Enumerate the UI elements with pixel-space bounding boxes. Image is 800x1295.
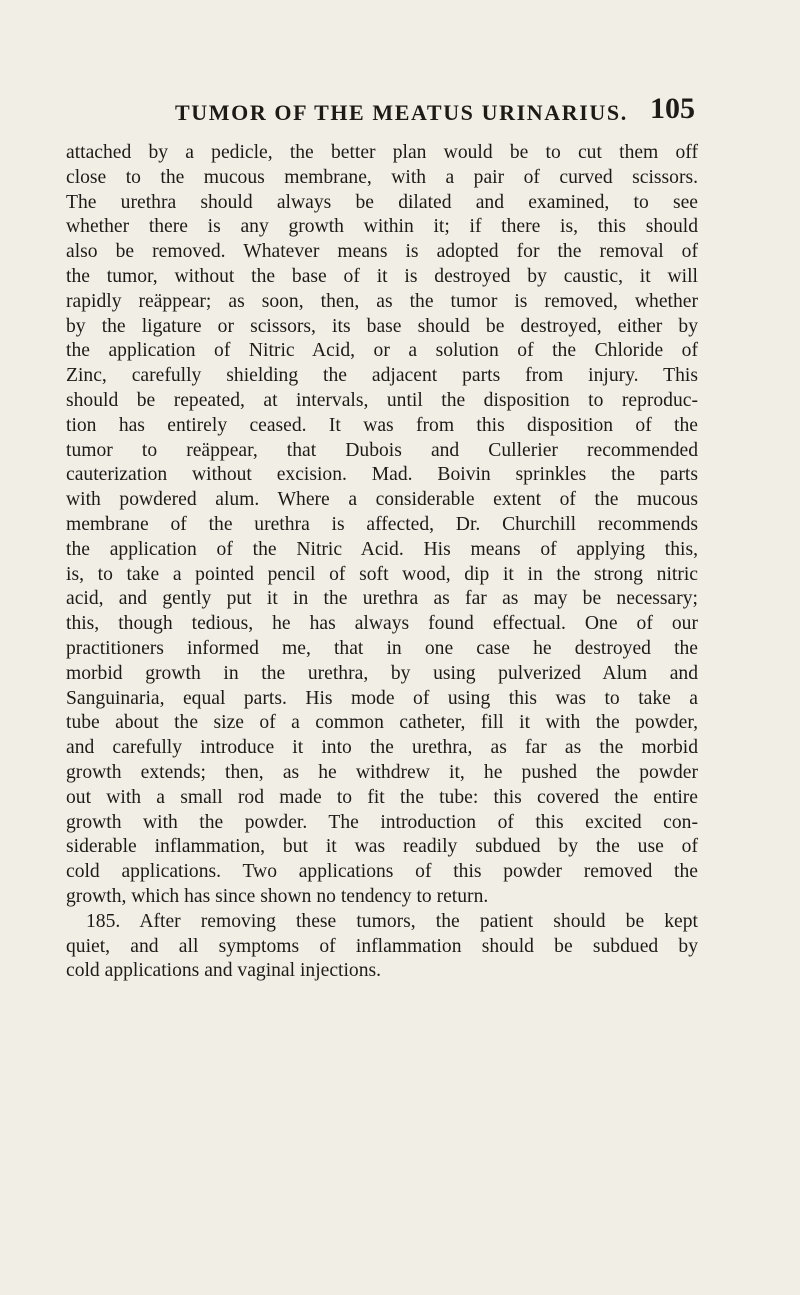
section-185-line: 185. After removing these tumors, the patient should be kept [86,910,698,932]
running-head [120,92,695,132]
text-line: also be removed. Whatever means is adopted for the removal of [66,241,698,263]
text-line: tube about the size of a common catheter, fill it with the powder, [66,712,698,734]
text-line: morbid growth in the urethra, by using pulverized Alum and [66,662,698,684]
text-line: whether there is any growth within it; if there is, this should [66,216,698,238]
text-line: is, to take a pointed pencil of soft wood, dip it in the strong nitric [66,563,698,585]
text-line: the application of the Nitric Acid. His means of applying this, [66,538,698,560]
text-line: cauterization without excision. Mad. Boivin sprinkles the parts [66,464,698,486]
text-line: the application of Nitric Acid, or a solution of the Chloride of [66,340,698,362]
text-line: by the ligature or scissors, its base should be destroyed, either by [66,315,698,337]
text-line: attached by a pedicle, the better plan would be to cut them off [66,142,698,163]
text-line: growth extends; then, as he withdrew it, he pushed the powder [66,761,698,783]
text-line: should be repeated, at intervals, until the disposition to reproduc- [66,389,698,411]
text-line: this, though tedious, he has always found effectual. One of our [66,613,698,635]
text-line: growth, which has since shown no tendency to return. [66,885,489,907]
text-line: quiet, and all symptoms of inflammation should be subdued by [66,935,698,957]
text-line: rapidly reäppear; as soon, then, as the tumor is removed, whether [66,290,698,312]
text-line: close to the mucous membrane, with a pair of curved scissors. [66,166,698,188]
text-line: the tumor, without the base of it is destroyed by caustic, it will [66,265,698,287]
text-line: practitioners informed me, that in one case he destroyed the [66,637,698,659]
text-line: acid, and gently put it in the urethra as far as may be necessary; [66,588,698,610]
text-line: The urethra should always be dilated and examined, to see [66,191,698,213]
page-number: 105 [650,92,695,125]
text-line: Sanguinaria, equal parts. His mode of using this was to take a [66,687,698,709]
text-line: and carefully introduce it into the urethra, as far as the morbid [66,737,698,759]
running-title: TUMOR OF THE MEATUS URINARIUS. [175,100,628,125]
text-line: membrane of the urethra is affected, Dr. Churchill recommends [66,513,698,535]
text-line: tumor to reäppear, that Dubois and Cullerier recommended [66,439,698,461]
text-line: cold applications. Two applications of this powder removed the [66,861,698,883]
text-line: out with a small rod made to fit the tube: this covered the entire [66,786,698,808]
text-line: tion has entirely ceased. It was from this disposition of the [66,414,698,436]
text-line: siderable inflammation, but it was readily subdued by the use of [66,836,698,858]
text-line: growth with the powder. The introduction of this excited con- [66,811,698,833]
text-line: cold applications and vaginal injections. [66,960,382,982]
body-text [66,141,698,984]
text-line: with powdered alum. Where a considerable extent of the mucous [66,489,698,511]
text-line: Zinc, carefully shielding the adjacent parts from injury. This [66,365,698,387]
